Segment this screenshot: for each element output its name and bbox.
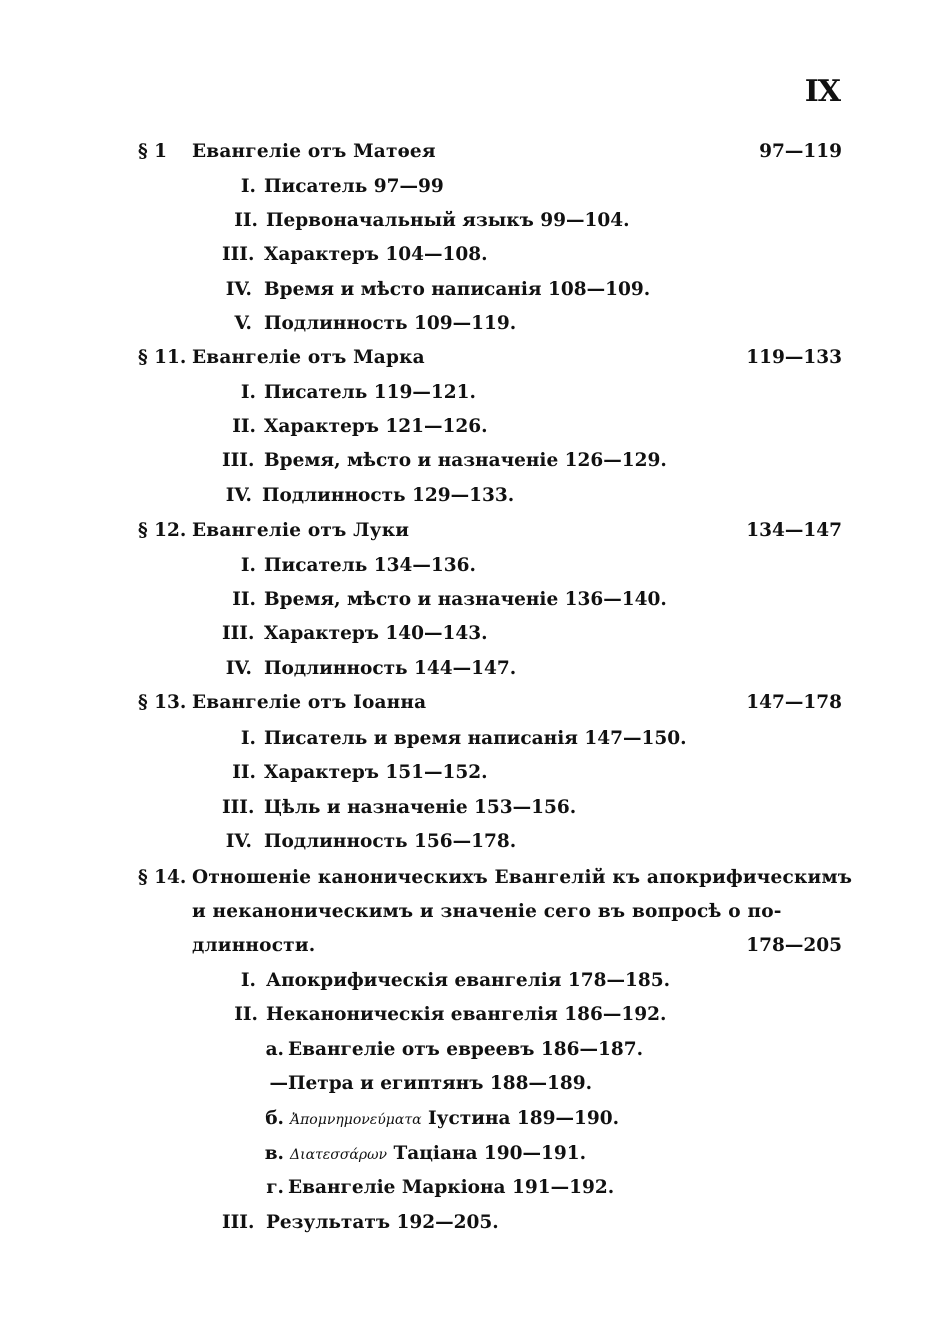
section-number: § 13. — [138, 692, 187, 713]
section-title-line: и неканоническимъ и значеніе сего въ вопросѣ о по- — [192, 901, 782, 922]
subsection-text: Цѣль и назначеніе 153—156. — [264, 797, 577, 818]
subsection-text: Подлинность 129—133. — [262, 485, 515, 506]
subsection-text: Писатель 119—121. — [264, 382, 476, 403]
subsection-number: IV. — [225, 658, 252, 679]
subsection-letter: в. — [264, 1143, 284, 1164]
section-14-heading-cont — [0, 897, 936, 927]
subsection-text: Писатель 97—99 — [264, 176, 444, 197]
subsection-number: III. — [222, 1212, 255, 1233]
subsection-text — [290, 1104, 619, 1135]
section-14-heading-end — [0, 931, 936, 961]
subsection-number: IV. — [225, 831, 252, 852]
section-13-heading — [0, 688, 936, 718]
subsection-item — [0, 724, 936, 754]
subsection-text-rest: Іустина 189—190. — [428, 1108, 620, 1129]
subsection-letter: а. — [265, 1039, 284, 1060]
subsection-item — [0, 793, 936, 823]
section-title: Евангеліе отъ Матѳея — [192, 141, 436, 162]
subsection-text: Подлинность 109—119. — [264, 313, 517, 334]
subsection-text: Характеръ 104—108. — [264, 244, 488, 265]
subsection-text: Неканоническія евангелія 186—192. — [266, 1004, 667, 1025]
subsection-text: Писатель и время написанія 147—150. — [264, 728, 687, 749]
section-14-heading — [0, 863, 936, 893]
greek-title: Διατεσσάρων — [290, 1147, 388, 1163]
section-pages: 134—147 — [746, 520, 842, 541]
subsection-item — [0, 1139, 936, 1169]
subsection-text: Петра и египтянъ 188—189. — [288, 1073, 593, 1094]
subsection-number: III. — [222, 623, 255, 644]
subsection-text: Время, мѣсто и назначеніе 126—129. — [264, 450, 667, 471]
subsection-number: IV. — [225, 485, 252, 506]
subsection-number: IV. — [225, 279, 252, 300]
subsection-text: Евангеліе отъ евреевъ 186—187. — [288, 1039, 644, 1060]
subsection-text: Время, мѣсто и назначеніе 136—140. — [264, 589, 667, 610]
subsection-item — [0, 446, 936, 476]
section-title-line: длинности. — [192, 935, 316, 956]
subsection-item — [0, 654, 936, 684]
subsection-item — [0, 1104, 936, 1134]
subsection-item — [0, 758, 936, 788]
subsection-item — [0, 551, 936, 581]
subsection-dash: — — [269, 1073, 288, 1094]
subsection-item — [0, 619, 936, 649]
subsection-text: Первоначальный языкъ 99—104. — [266, 210, 630, 231]
subsection-item — [0, 1069, 936, 1099]
section-pages: 178—205 — [746, 935, 842, 956]
subsection-number: I. — [240, 728, 256, 749]
subsection-number: II. — [232, 416, 256, 437]
subsection-text: Подлинность 156—178. — [264, 831, 517, 852]
subsection-item — [0, 966, 936, 996]
page-number: IX — [804, 74, 840, 109]
subsection-letter: г. — [266, 1177, 284, 1198]
section-11-heading — [0, 343, 936, 373]
subsection-item — [0, 275, 936, 305]
subsection-letter: б. — [265, 1108, 284, 1129]
subsection-item — [0, 309, 936, 339]
subsection-item — [0, 240, 936, 270]
section-12-heading — [0, 516, 936, 546]
subsection-item — [0, 378, 936, 408]
section-number: § 11. — [138, 347, 187, 368]
subsection-number: I. — [240, 970, 256, 991]
subsection-number: III. — [222, 797, 255, 818]
subsection-number: II. — [234, 210, 258, 231]
section-pages: 119—133 — [746, 347, 842, 368]
greek-title: Ἀπομνημονεύματα — [290, 1112, 422, 1128]
subsection-number: II. — [232, 589, 256, 610]
subsection-text: Апокрифическія евангелія 178—185. — [266, 970, 671, 991]
section-pages: 97—119 — [759, 141, 842, 162]
subsection-text: Евангеліе Маркіона 191—192. — [288, 1177, 615, 1198]
section-title: Евангеліе отъ Іоанна — [192, 692, 427, 713]
subsection-number: II. — [232, 762, 256, 783]
subsection-item — [0, 585, 936, 615]
subsection-item — [0, 1000, 936, 1030]
subsection-text-rest: Таціана 190—191. — [393, 1143, 587, 1164]
subsection-number: II. — [234, 1004, 258, 1025]
subsection-text: Характеръ 151—152. — [264, 762, 488, 783]
subsection-text: Подлинность 144—147. — [264, 658, 517, 679]
subsection-text: Писатель 134—136. — [264, 555, 476, 576]
section-number: § 1 — [138, 141, 167, 162]
subsection-number: I. — [240, 382, 256, 403]
subsection-item — [0, 1173, 936, 1203]
subsection-text: Результатъ 192—205. — [266, 1212, 499, 1233]
subsection-text — [290, 1139, 586, 1170]
section-number: § 12. — [138, 520, 187, 541]
subsection-item — [0, 481, 936, 511]
subsection-item — [0, 172, 936, 202]
subsection-number: III. — [222, 244, 255, 265]
subsection-number: I. — [240, 555, 256, 576]
subsection-text: Характеръ 140—143. — [264, 623, 488, 644]
subsection-number: III. — [222, 450, 255, 471]
subsection-item — [0, 412, 936, 442]
section-title: Евангеліе отъ Луки — [192, 520, 410, 541]
section-title: Евангеліе отъ Марка — [192, 347, 425, 368]
subsection-item — [0, 827, 936, 857]
subsection-item — [0, 1035, 936, 1065]
section-number: § 14. — [138, 867, 187, 888]
subsection-item — [0, 206, 936, 236]
subsection-text: Характеръ 121—126. — [264, 416, 488, 437]
section-1-heading — [0, 137, 936, 167]
section-title-line: Отношеніе каноническихъ Евангелій къ апокрифическимъ — [192, 867, 853, 888]
section-pages: 147—178 — [746, 692, 842, 713]
subsection-number: V. — [234, 313, 252, 334]
subsection-number: I. — [240, 176, 256, 197]
subsection-item — [0, 1208, 936, 1238]
subsection-text: Время и мѣсто написанія 108—109. — [264, 279, 651, 300]
